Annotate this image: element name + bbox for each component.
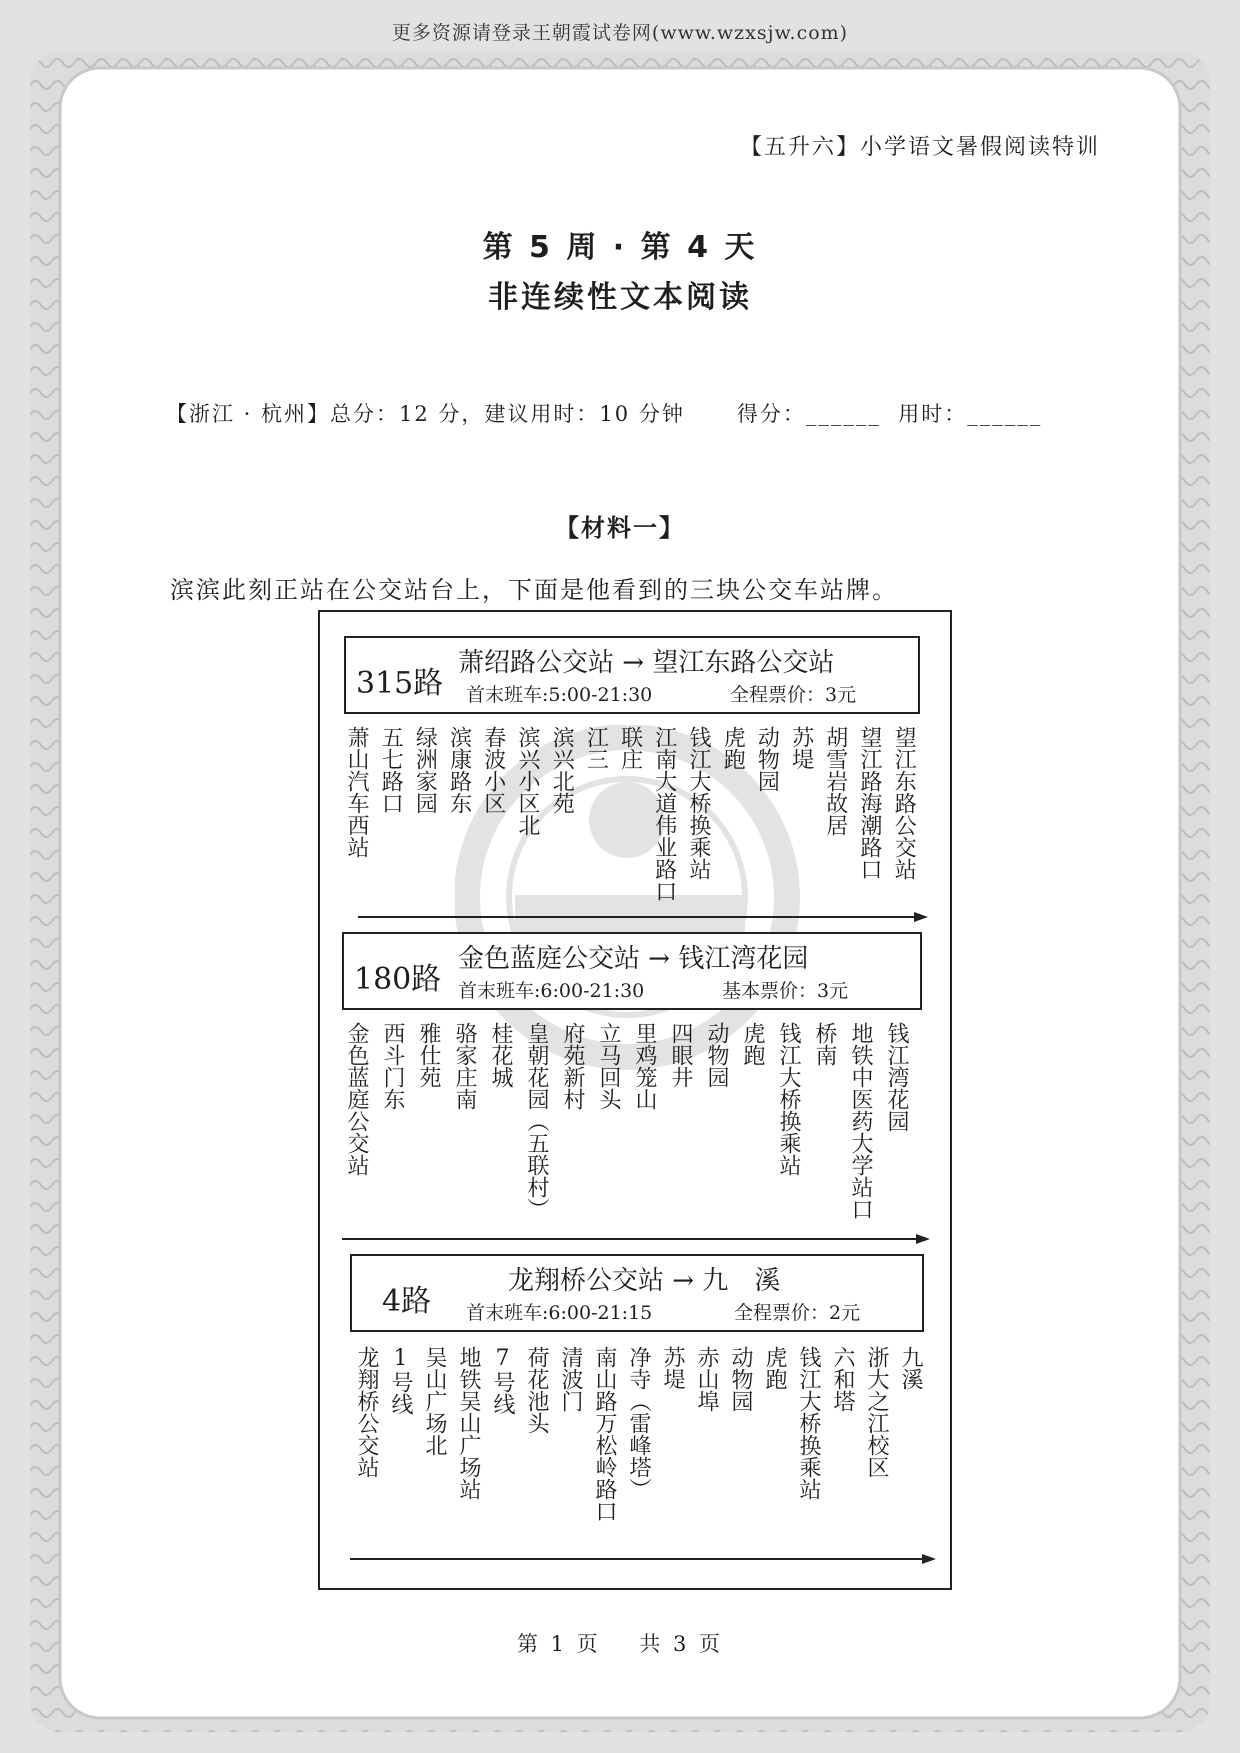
section-heading-material-1: 【材料一】 (555, 513, 685, 542)
bus-stop-label: 钱江大桥换乘站 (776, 1022, 801, 1176)
bus-stop-label: 金色蓝庭公交站 (344, 1022, 369, 1176)
bus-stop-label: 地铁吴山广场站 (456, 1346, 481, 1500)
bus-stop-label: 立马回头 (596, 1022, 621, 1110)
exam-meta-line: 【浙江 · 杭州】总分：12 分，建议用时：10 分钟 得分：______ 用时：______ (166, 402, 1043, 426)
route-number: 180路 (354, 962, 442, 997)
bus-stop-label: 滨兴北苑 (549, 726, 575, 814)
bus-stop-label: 联庄 (617, 726, 643, 770)
route-terminals: 萧绍路公交站 → 望江东路公交站 (458, 648, 835, 678)
bus-stop-label: 钱江湾花园 (884, 1022, 909, 1132)
bus-stop-label: 龙翔桥公交站 (354, 1346, 379, 1478)
bus-stop-label: 滨兴小区北 (515, 726, 540, 836)
route-terminals: 龙翔桥公交站 → 九 溪 (508, 1266, 781, 1296)
bus-stop-label: 7号线 (490, 1346, 515, 1415)
bus-stop-label: 江南大道伟业路口 (651, 726, 677, 902)
route-schedule: 首末班车:5:00-21:30 (466, 684, 653, 706)
bus-stop-label: 桥南 (812, 1022, 837, 1066)
route-terminals: 金色蓝庭公交站 → 钱江湾花园 (458, 944, 809, 974)
bus-stop-label: 府苑新村 (560, 1022, 585, 1110)
bus-stop-label: 动物园 (754, 726, 780, 792)
route-schedule: 首末班车:6:00-21:15 (466, 1302, 653, 1324)
bus-stop-label: 赤山埠 (694, 1346, 719, 1412)
top-resource-note: 更多资源请登录王朝霞试卷网(www.wzxsjw.com) (391, 22, 849, 44)
bus-stop-label: 江三 (583, 726, 609, 770)
bus-stop-label: 荷花池头 (524, 1346, 549, 1434)
bus-stop-label: 苏堤 (660, 1346, 685, 1390)
bus-stop-label: 虎跑 (720, 726, 746, 770)
bus-stop-label: 皇朝花园（五联村） (524, 1022, 549, 1220)
bus-stop-label: 南山路万松岭路口 (592, 1346, 617, 1522)
bus-stop-label: 胡雪岩故居 (822, 726, 848, 836)
bus-stop-label: 钱江大桥换乘站 (796, 1346, 821, 1500)
bus-stop-label: 净寺（雷峰塔） (626, 1346, 651, 1500)
page-title-topic: 非连续性文本阅读 (488, 280, 752, 315)
bus-stop-label: 苏堤 (788, 726, 814, 770)
bus-stop-label: 动物园 (704, 1022, 729, 1088)
bus-stop-label: 吴山广场北 (422, 1346, 447, 1456)
bus-stop-label: 清波门 (558, 1346, 583, 1412)
bus-stop-signs-figure (318, 610, 952, 1590)
bus-stop-label: 桂花城 (488, 1022, 513, 1088)
bus-stop-label: 雅仕苑 (416, 1022, 441, 1088)
route-fare: 全程票价：3元 (730, 684, 857, 706)
bus-stop-label: 望江东路公交站 (891, 726, 917, 880)
bus-stop-label: 1号线 (388, 1346, 413, 1415)
route-schedule: 首末班车:6:00-21:30 (458, 980, 645, 1002)
bus-stop-label: 地铁中医药大学站口 (848, 1022, 873, 1220)
route-fare: 基本票价：3元 (722, 980, 849, 1002)
route-fare: 全程票价：2元 (734, 1302, 861, 1324)
bus-stop-label: 骆家庄南 (452, 1022, 477, 1110)
page-title-week-day: 第 5 周 · 第 4 天 (482, 230, 758, 265)
bus-stop-label: 望江路海潮路口 (857, 726, 882, 880)
bus-stop-label: 滨康路东 (446, 726, 472, 814)
bus-stop-label: 九溪 (898, 1346, 923, 1390)
bus-stop-label: 五七路口 (378, 726, 404, 814)
bus-stop-label: 里鸡笼山 (632, 1022, 657, 1110)
bus-stop-label: 虎跑 (740, 1022, 765, 1066)
route-180-header (342, 932, 922, 1010)
route-180-direction-arrow (342, 1232, 930, 1246)
route-315-direction-arrow (358, 910, 928, 924)
bus-stop-label: 浙大之江校区 (864, 1346, 889, 1478)
bus-stop-label: 春波小区 (480, 726, 506, 814)
series-header: 【五升六】小学语文暑假阅读特训 (739, 135, 1100, 160)
route-number: 315路 (356, 666, 444, 701)
route-4-direction-arrow (350, 1552, 936, 1566)
bus-stop-label: 六和塔 (830, 1346, 855, 1412)
intro-paragraph: 滨滨此刻正站在公交站台上，下面是他看到的三块公交车站牌。 (170, 576, 898, 604)
bus-stop-label: 钱江大桥换乘站 (686, 726, 711, 880)
bus-stop-label: 绿洲家园 (412, 726, 438, 814)
bus-stop-label: 萧山汽车西站 (344, 726, 369, 858)
route-315-header (344, 636, 920, 714)
bus-stop-label: 虎跑 (762, 1346, 787, 1390)
bus-stop-label: 动物园 (728, 1346, 753, 1412)
route-4-header (350, 1254, 924, 1332)
route-number: 4路 (382, 1284, 432, 1319)
page-number: 第 1 页 共 3 页 (516, 1632, 724, 1656)
bus-stop-label: 西斗门东 (380, 1022, 405, 1110)
bus-stop-label: 四眼井 (668, 1022, 693, 1088)
